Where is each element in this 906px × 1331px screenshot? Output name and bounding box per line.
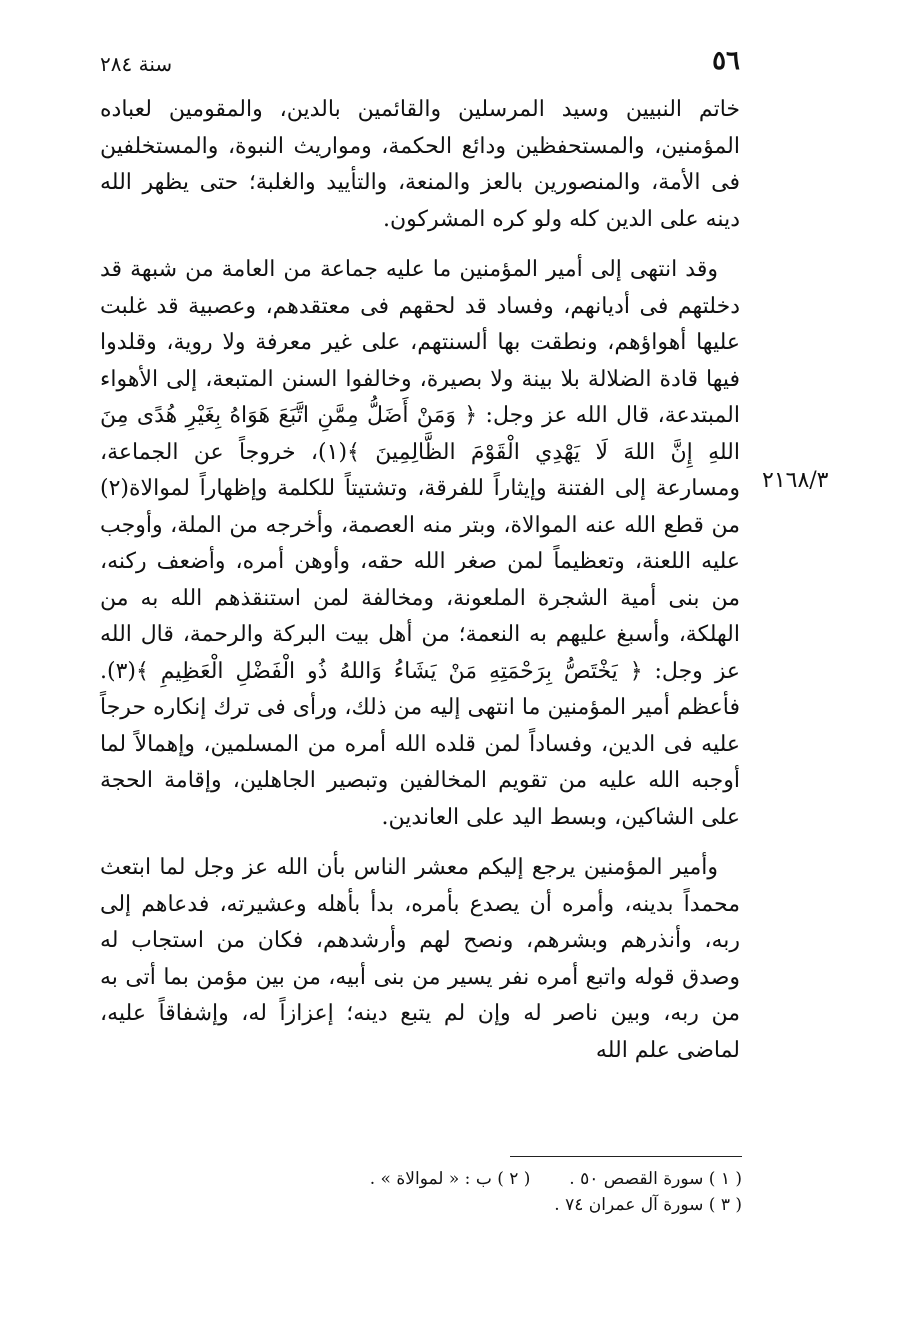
footnote-2: ( ٢ ) ب : « لموالاة » . bbox=[369, 1169, 531, 1189]
running-head-year: سنة ٢٨٤ bbox=[100, 52, 173, 76]
footnote-row bbox=[300, 1192, 742, 1218]
page-header bbox=[100, 46, 740, 86]
footnote-divider bbox=[510, 1156, 742, 1157]
paragraph: خاتم النبيين وسيد المرسلين والقائمين بالدين، والمقومين لعباده المؤمنين، والمستحفظين ودائع الحكمة، ومواريث النبوة، والمستخلفين فى الأمة، والمنصورين بالعز والمنعة، والتأييد والغلبة؛ حتى يظهر الله دينه على الدين كله ولو كره المشركون. bbox=[100, 97, 740, 232]
footnote-1: ( ١ ) سورة القصص ٥٠ . bbox=[569, 1169, 742, 1189]
footnote-3: ( ٣ ) سورة آل عمران ٧٤ . bbox=[554, 1195, 742, 1215]
page-number: ٥٦ bbox=[712, 46, 740, 76]
main-text bbox=[100, 92, 740, 1083]
footnotes bbox=[300, 1166, 742, 1218]
margin-reference: ٢١٦٨/٣ bbox=[762, 468, 829, 493]
paragraph: وأمير المؤمنين يرجع إليكم معشر الناس بأن الله عز وجل لما ابتعث محمداً بدينه، وأمره أن يصدع بأمره، بدأ بأهله وعشيرته، فدعاهم إلى ربه، وأنذرهم وبشرهم، ونصح لهم وأرشدهم، فكان من استجاب له وصدق قوله واتبع أمره نفر يسير من بنى أبيه، من بين مؤمن بما أتى به من ربه، وبين ناصر له وإن لم يتبع دينه؛ إعزازاً له، وإشفاقاً عليه، لماضى علم الله bbox=[100, 855, 741, 1063]
footnote-row bbox=[300, 1166, 742, 1192]
paragraph: وقد انتهى إلى أمير المؤمنين ما عليه جماعة من العامة من شبهة قد دخلتهم فى أديانهم، وفساد قد لحقهم فى معتقدهم، وعصبية قد غلبت عليها أهواؤهم، ونطقت بها ألسنتهم، على غير معرفة ولا روية، وقلدوا فيها قادة الضلالة بلا بينة ولا بصيرة، وخالفوا السنن المتبعة، إلى الأهواء المبتدعة، قال الله عز وجل: ﴿ وَمَنْ أَضَلُّ مِمَّنِ اتَّبَعَ هَوَاهُ بِغَيْرِ هُدًى مِنَ اللهِ إِنَّ اللهَ لَا يَهْدِي الْقَوْمَ الظَّالِمِينَ ﴾(١)، خروجاً عن الجماعة، ومسارعة إلى الفتنة وإيثاراً للفرقة، وتشتيتاً للكلمة وإظهاراً لموالاة(٢) من قطع الله عنه الموالاة، وبتر منه العصمة، وأخرجه من الملة، وأوجب عليه اللعنة، وتعظيماً لمن صغر الله حقه، وأوهن أمره، وأضعف ركنه، من بنى أمية الشجرة الملعونة، ومخالفة لمن استنقذهم الله به من الهلكة، وأسبغ عليهم به النعمة؛ من أهل بيت البركة والرحمة، قال الله عز وجل: ﴿ يَخْتَصُّ بِرَحْمَتِهِ مَنْ يَشَاءُ وَاللهُ ذُو الْفَضْلِ الْعَظِيمِ ﴾(٣). فأعظم أمير المؤمنين ما انتهى إليه من ذلك، ورأى فى ترك إنكاره حرجاً عليه فى الدين، وفساداً لمن قلده الله أمره من المسلمين، وإهمالاً لما أوجبه الله عليه من تقويم المخالفين وتبصير الجاهلين، وإقامة الحجة على الشاكين، وبسط اليد على العاندين. bbox=[100, 257, 740, 830]
